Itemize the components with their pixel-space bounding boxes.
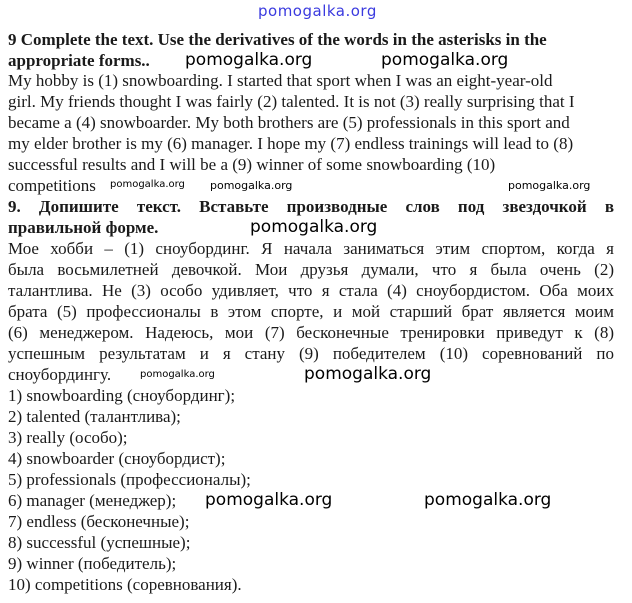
watermark: pomogalka.org — [140, 369, 215, 380]
watermark: pomogalka.org — [110, 179, 185, 190]
text-line: competitions — [8, 176, 96, 195]
answer-item: 5) professionals (профессионалы); — [8, 470, 251, 489]
text-line: была восьмилетней девочкой. Мои друзья думали, что я была очень (2) — [8, 260, 614, 279]
watermark: pomogalka.org — [508, 179, 591, 192]
exercise-title: 9 Complete the text. Use the derivatives of the words in the asterisks in the — [8, 30, 547, 49]
watermark: pomogalka.org — [250, 217, 378, 237]
text-line: My hobby is (1) snowboarding. I started that sport when I was an eight-year-old — [8, 71, 553, 90]
text-line: талантлива. Не (3) особо удивляет, что я стала (4) сноубордистом. Оба моих — [8, 281, 614, 300]
answer-item: 1) snowboarding (сноубординг); — [8, 386, 236, 405]
exercise-title: правильной форме. — [8, 218, 159, 237]
text-line: became a (4) snowboarder. My both brothers are (5) professionals in this sport and — [8, 113, 570, 132]
watermark: pomogalka.org — [258, 2, 377, 20]
exercise-title: 9. Допишите текст. Вставьте производные слов под звездочкой в — [8, 197, 614, 216]
watermark: pomogalka.org — [424, 490, 552, 510]
exercise-title: appropriate forms.. — [8, 51, 150, 70]
text-line: girl. My friends thought I was fairly (2) talented. It is not (3) really surprising that I — [8, 92, 575, 111]
text-line: my elder brother is my (6) manager. I hope my (7) endless trainings will lead to (8) — [8, 134, 574, 153]
watermark: pomogalka.org — [304, 364, 432, 384]
watermark: pomogalka.org — [210, 179, 293, 192]
watermark: pomogalka.org — [381, 50, 509, 70]
text-line: брата (5) профессионалы в этом спорте, и мой старший брат является моим — [8, 302, 614, 321]
answer-item: 10) competitions (соревнования). — [8, 575, 242, 594]
answer-item: 9) winner (победитель); — [8, 554, 177, 573]
answer-item: 3) really (особо); — [8, 428, 128, 447]
text-line: успешным результатам и я стану (9) победителем (10) соревнований по — [8, 344, 614, 363]
answer-item: 4) snowboarder (сноубордист); — [8, 449, 226, 468]
answer-item: 6) manager (менеджер); — [8, 491, 177, 510]
text-line: Мое хобби – (1) сноубординг. Я начала заниматься этим спортом, когда я — [8, 239, 614, 258]
watermark: pomogalka.org — [205, 490, 333, 510]
answer-item: 7) endless (бесконечные); — [8, 512, 190, 531]
text-line: (6) менеджером. Надеюсь, мои (7) бесконечные тренировки приведут к (8) — [8, 323, 614, 342]
text-line: successful results and I will be a (9) winner of some snowboarding (10) — [8, 155, 496, 174]
answer-item: 2) talented (талантлива); — [8, 407, 181, 426]
answer-item: 8) successful (успешные); — [8, 533, 191, 552]
text-line: сноубордингу. — [8, 365, 112, 384]
watermark: pomogalka.org — [185, 50, 313, 70]
